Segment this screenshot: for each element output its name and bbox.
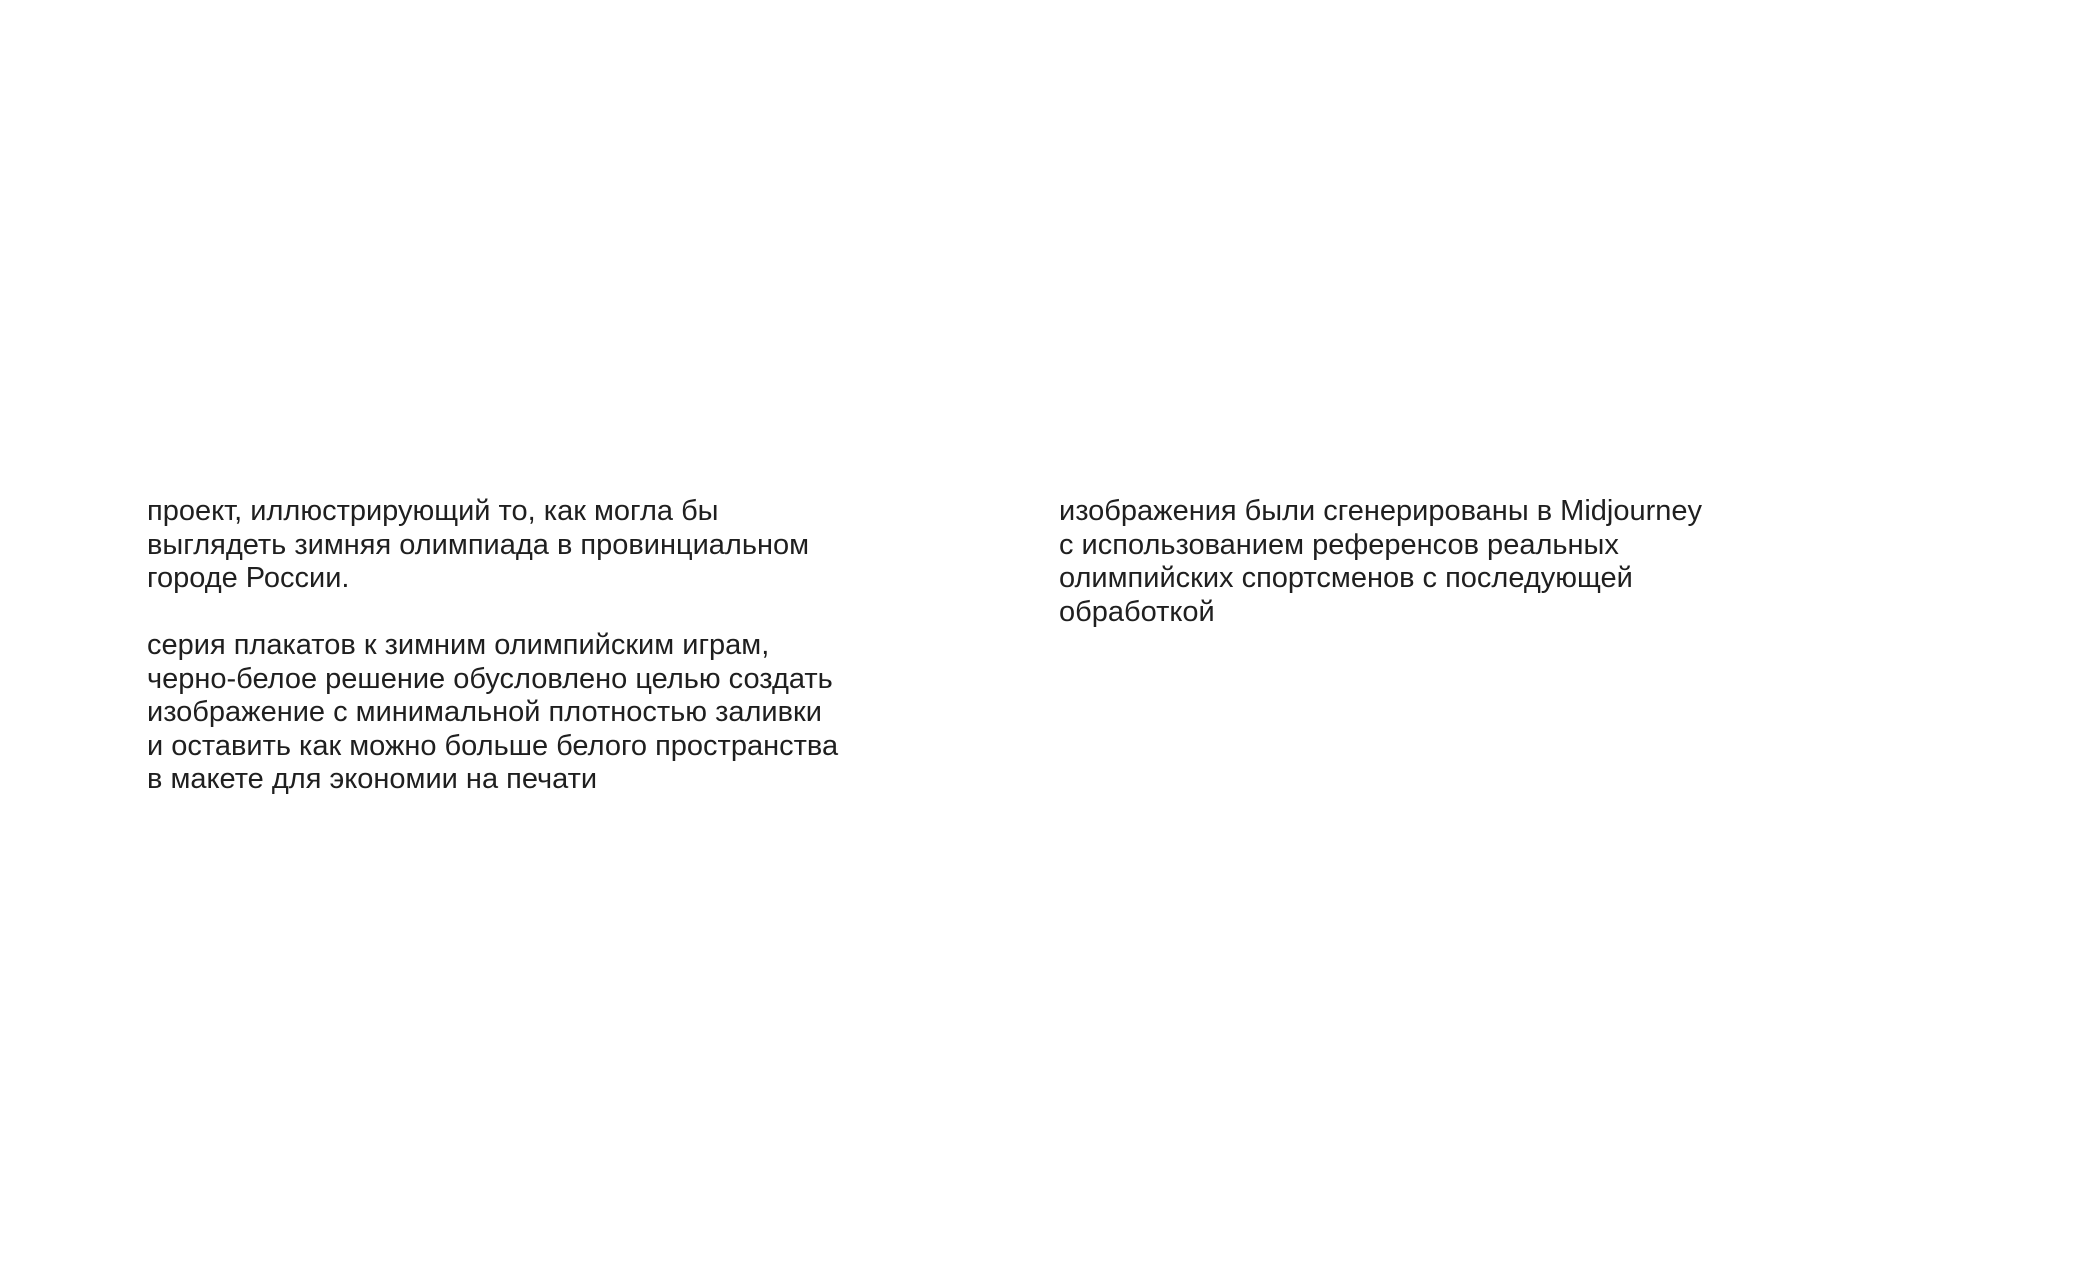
- midjourney-note-paragraph: изображения были сгенерированы в Midjourney с использованием референсов реальных олимпийских спортсменов с последующей обработкой: [1059, 495, 1703, 628]
- left-text-column: [147, 495, 927, 797]
- poster-series-paragraph: серия плакатов к зимним олимпийским играм, черно-белое решение обусловлено целью создать изображение с минимальной плотностью заливки и оставить как можно больше белого пространства в макете для экономии на печати: [147, 629, 839, 795]
- right-text-column: [1059, 495, 1819, 629]
- project-description-paragraph: проект, иллюстрирующий то, как могла бы выглядеть зимняя олимпиада в провинциальном городе России.: [147, 495, 810, 594]
